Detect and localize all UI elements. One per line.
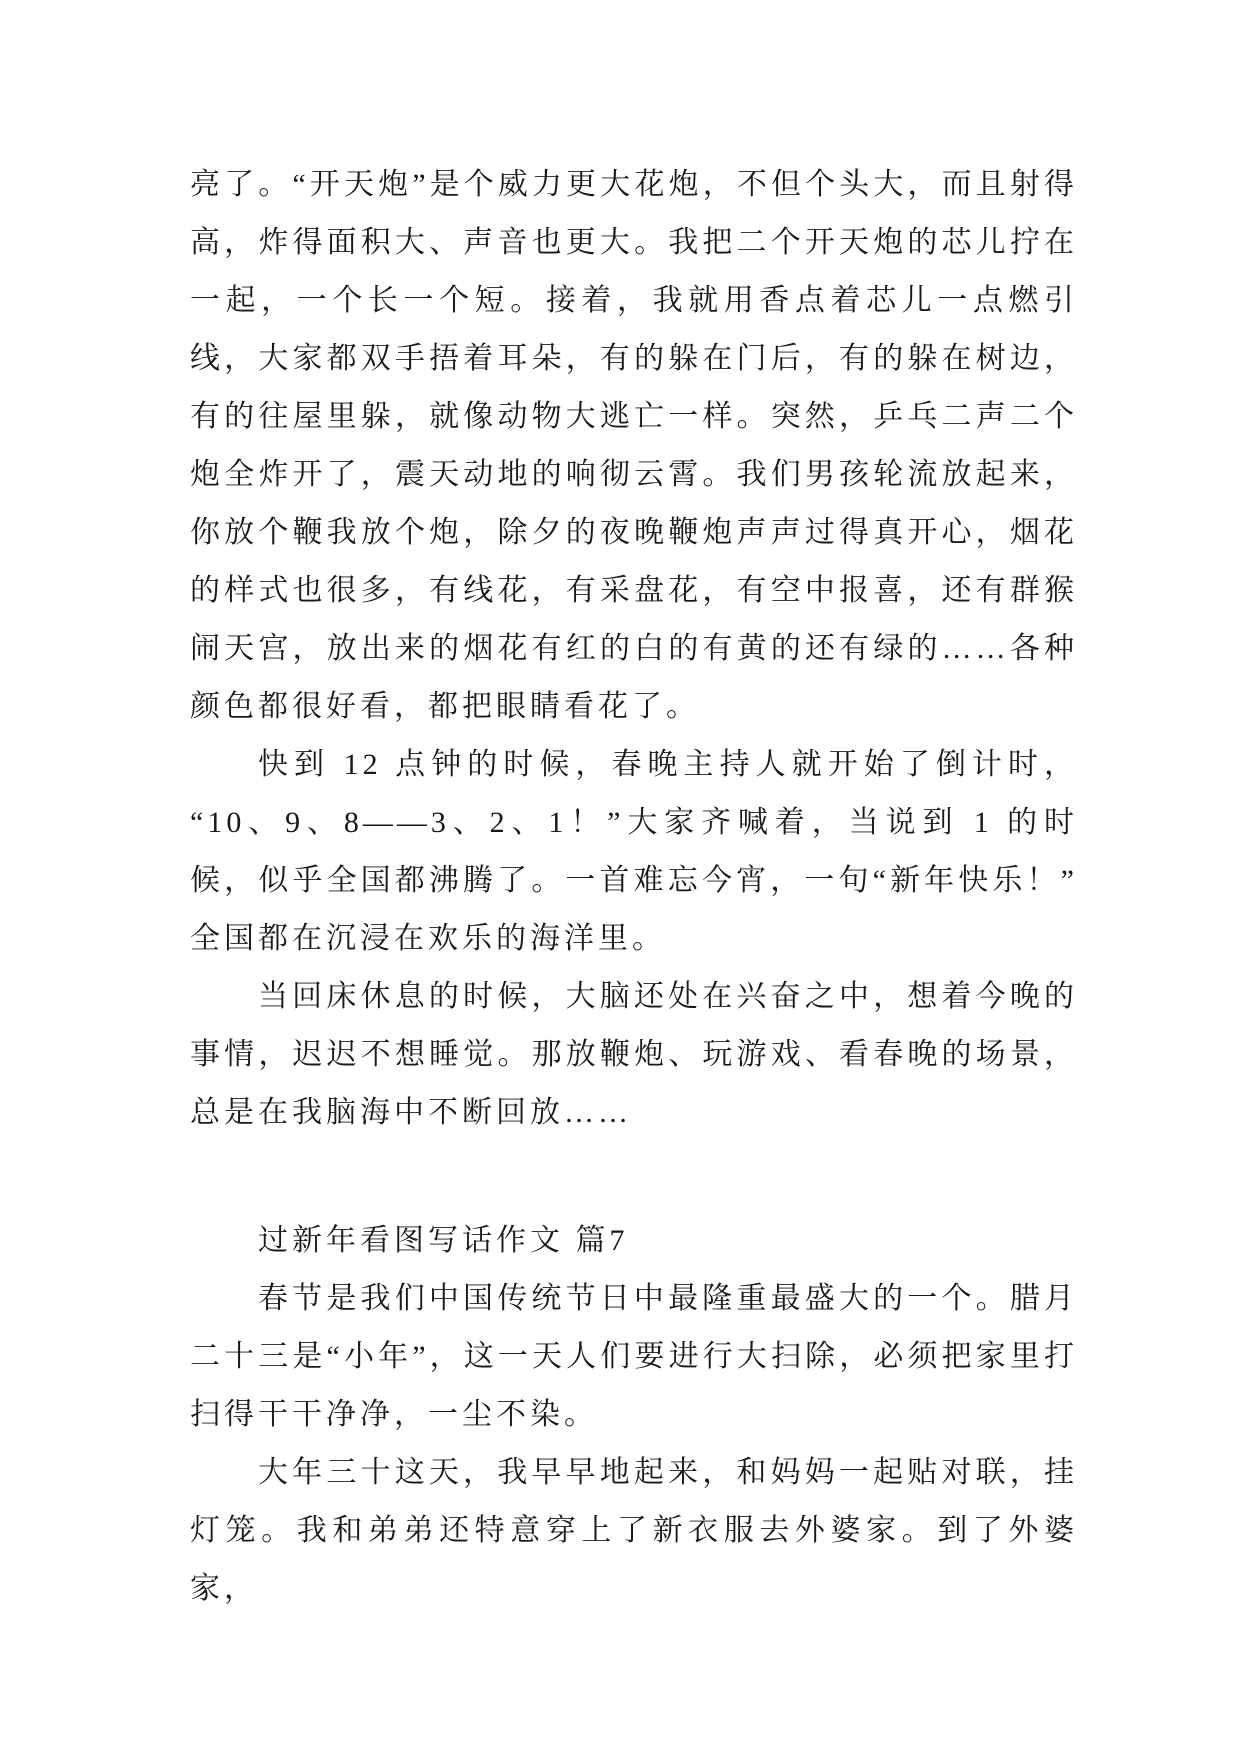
essay-paragraph: 大年三十这天，我早早地起来，和妈妈一起贴对联，挂灯笼。我和弟弟还特意穿上了新衣服去外婆家。到了外婆家， <box>190 1456 1078 1605</box>
essay-paragraph: 快到 12 点钟的时候，春晚主持人就开始了倒计时，“10、9、8——3、2、1！”大家齐喊着，当说到 1 的时候，似乎全国都沸腾了。一首难忘今宵，一句“新年快乐！”全国都在沉浸在欢乐的海洋里。 <box>190 748 1078 955</box>
section-heading: 过新年看图写话作文 篇7 <box>258 1224 629 1257</box>
essay-body <box>190 156 1078 1618</box>
essay-paragraph: 春节是我们中国传统节日中最隆重最盛大的一个。腊月二十三是“小年”，这一天人们要进行大扫除，必须把家里打扫得干干净净，一尘不染。 <box>190 1282 1078 1431</box>
essay-paragraph-continuation: 亮了。“开天炮”是个威力更大花炮，不但个头大，而且射得高，炸得面积大、声音也更大。我把二个开天炮的芯儿拧在一起，一个长一个短。接着，我就用香点着芯儿一点燃引线，大家都双手捂着耳朵，有的躲在门后，有的躲在树边，有的往屋里躲，就像动物大逃亡一样。突然，乒乓二声二个炮全炸开了，震天动地的响彻云霄。我们男孩轮流放起来，你放个鞭我放个炮，除夕的夜晚鞭炮声声过得真开心，烟花的样式也很多，有线花，有采盘花，有空中报喜，还有群猴闹天宫，放出来的烟花有红的白的有黄的还有绿的……各种颜色都很好看，都把眼睛看花了。 <box>190 168 1078 723</box>
essay-paragraph: 当回床休息的时候，大脑还处在兴奋之中，想着今晚的事情，迟迟不想睡觉。那放鞭炮、玩游戏、看春晚的场景，总是在我脑海中不断回放…… <box>190 980 1078 1129</box>
